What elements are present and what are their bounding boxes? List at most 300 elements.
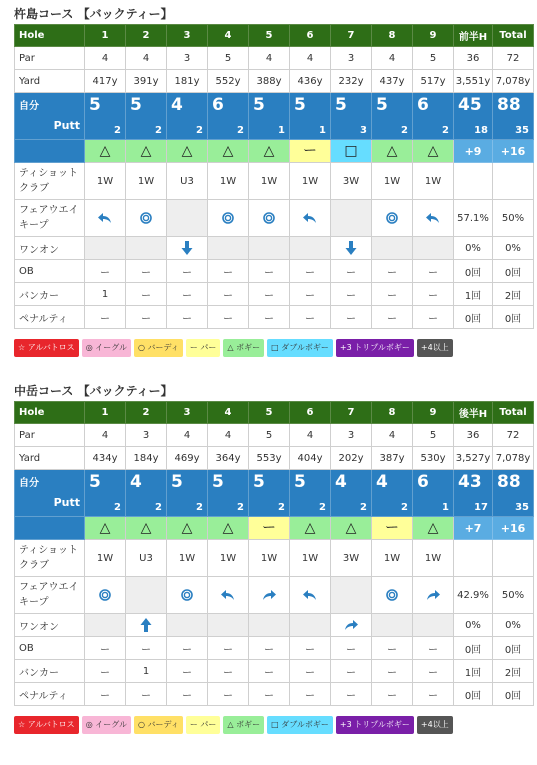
yard-cell: 552y — [208, 70, 249, 93]
score-cell — [290, 93, 331, 140]
par-cell: 4 — [208, 424, 249, 447]
putt-count: 2 — [196, 125, 203, 136]
legend-tri: +3 トリプルボギー — [336, 716, 414, 734]
arrow-down-icon — [179, 243, 195, 254]
result-symbol: △ — [222, 520, 234, 536]
legend-alb: ☆ アルバトロス — [14, 339, 79, 357]
fairway-keep-cell — [331, 577, 372, 614]
one-on-cell — [372, 237, 413, 260]
total-header: Total — [493, 402, 534, 424]
arrow-left-icon — [220, 590, 236, 601]
stroke-count: 4 — [335, 472, 347, 492]
ob-cell: ー — [331, 637, 372, 660]
result-cell — [290, 140, 331, 163]
result-symbol: ー — [303, 143, 317, 159]
score-label: 自分 — [19, 101, 39, 112]
bunker-cell: ー — [413, 283, 454, 306]
bunker-half: 1回 — [454, 660, 493, 683]
penalty-row — [15, 683, 534, 706]
arrow-right-icon — [343, 620, 359, 631]
score-cell — [208, 93, 249, 140]
one-on-total: 0% — [493, 614, 534, 637]
penalty-cell: ー — [413, 306, 454, 329]
result-cell — [208, 517, 249, 540]
bunker-total: 2回 — [493, 283, 534, 306]
penalty-label: ペナルティ — [15, 683, 85, 706]
yard-cell: 553y — [249, 447, 290, 470]
score-cell — [85, 93, 126, 140]
tee-club-total — [493, 163, 534, 200]
penalty-cell: ー — [208, 306, 249, 329]
ob-label: OB — [15, 637, 85, 660]
ob-total: 0回 — [493, 637, 534, 660]
penalty-half: 0回 — [454, 306, 493, 329]
one-on-label: ワンオン — [15, 237, 85, 260]
circle-icon — [384, 590, 400, 601]
yard-total: 7,078y — [493, 447, 534, 470]
stroke-count: 5 — [253, 95, 265, 115]
score-cell — [167, 93, 208, 140]
hole-number: 5 — [249, 25, 290, 47]
legend-egl: ◎ イーグル — [82, 716, 131, 734]
yard-cell: 436y — [290, 70, 331, 93]
result-cell — [290, 517, 331, 540]
tee-club-cell: 3W — [331, 540, 372, 577]
penalty-cell: ー — [290, 306, 331, 329]
one-on-cell — [249, 614, 290, 637]
yard-cell: 434y — [85, 447, 126, 470]
hole-number: 9 — [413, 25, 454, 47]
legend-qua: +4以上 — [417, 339, 453, 357]
score-label: 自分 — [19, 478, 39, 489]
bunker-cell: ー — [249, 283, 290, 306]
penalty-total: 0回 — [493, 306, 534, 329]
result-cell — [126, 140, 167, 163]
arrow-down-icon — [343, 243, 359, 254]
bunker-cell: ー — [85, 660, 126, 683]
fairway-keep-label: フェアウエイキープ — [15, 200, 85, 237]
par-half: 36 — [454, 47, 493, 70]
result-row — [15, 140, 534, 163]
stroke-count: 5 — [294, 472, 306, 492]
penalty-cell: ー — [85, 683, 126, 706]
score-cell — [85, 470, 126, 517]
scorecard-table — [14, 401, 534, 706]
bunker-cell: 1 — [126, 660, 167, 683]
score-cell — [331, 470, 372, 517]
fairway-keep-cell — [372, 577, 413, 614]
arrow-left-icon — [97, 213, 113, 224]
bunker-cell: ー — [249, 660, 290, 683]
yard-cell: 517y — [413, 70, 454, 93]
score-cell — [167, 470, 208, 517]
penalty-cell: ー — [126, 306, 167, 329]
par-cell: 4 — [372, 424, 413, 447]
tee-club-cell: 1W — [85, 163, 126, 200]
putt-half: 18 — [474, 125, 488, 136]
score-cell — [249, 470, 290, 517]
fairway-keep-cell — [249, 577, 290, 614]
result-symbol: △ — [140, 520, 152, 536]
yard-cell: 388y — [249, 70, 290, 93]
penalty-cell: ー — [126, 683, 167, 706]
tee-club-half — [454, 540, 493, 577]
circle-icon — [97, 590, 113, 601]
tee-club-cell: 1W — [208, 163, 249, 200]
tee-club-row — [15, 540, 534, 577]
par-label: Par — [15, 47, 85, 70]
one-on-cell — [249, 237, 290, 260]
ob-cell: ー — [126, 637, 167, 660]
tee-club-total — [493, 540, 534, 577]
result-symbol: △ — [140, 143, 152, 159]
result-row — [15, 517, 534, 540]
tee-club-cell: 1W — [85, 540, 126, 577]
hole-number: 4 — [208, 25, 249, 47]
hole-number: 7 — [331, 25, 372, 47]
result-cell — [372, 517, 413, 540]
tee-club-label: ティショットクラブ — [15, 540, 85, 577]
one-on-cell — [413, 614, 454, 637]
tee-club-cell: 1W — [290, 540, 331, 577]
yard-half: 3,527y — [454, 447, 493, 470]
putt-count: 3 — [360, 125, 367, 136]
result-symbol: △ — [427, 143, 439, 159]
hole-number: 2 — [126, 25, 167, 47]
putt-label: Putt — [53, 496, 80, 509]
penalty-cell: ー — [413, 683, 454, 706]
penalty-cell: ー — [331, 306, 372, 329]
ob-cell: ー — [413, 260, 454, 283]
tee-club-cell: 1W — [249, 163, 290, 200]
ob-cell: ー — [126, 260, 167, 283]
result-cell — [249, 140, 290, 163]
result-symbol: ー — [262, 520, 276, 536]
hole-number: 1 — [85, 402, 126, 424]
penalty-cell: ー — [208, 683, 249, 706]
one-on-cell — [372, 614, 413, 637]
yard-cell: 387y — [372, 447, 413, 470]
hole-number: 1 — [85, 25, 126, 47]
yard-cell: 417y — [85, 70, 126, 93]
result-symbol: □ — [344, 143, 358, 159]
score-total — [493, 93, 534, 140]
stroke-count: 6 — [417, 95, 429, 115]
bunker-label: バンカー — [15, 660, 85, 683]
result-symbol: △ — [222, 143, 234, 159]
one-on-cell — [126, 237, 167, 260]
score-cell — [372, 93, 413, 140]
par-cell: 5 — [413, 424, 454, 447]
legend-bir: ○ バーディ — [134, 339, 183, 357]
putt-count: 2 — [237, 502, 244, 513]
hole-number: 6 — [290, 402, 331, 424]
penalty-row — [15, 306, 534, 329]
course-title: 杵島コース 【バックティー】 — [14, 7, 173, 21]
result-cell — [372, 140, 413, 163]
par-cell: 3 — [126, 424, 167, 447]
result-symbol: △ — [263, 143, 275, 159]
score-row — [15, 93, 534, 140]
bunker-cell: ー — [290, 660, 331, 683]
result-symbol: △ — [99, 143, 111, 159]
par-cell: 4 — [126, 47, 167, 70]
yard-label: Yard — [15, 70, 85, 93]
arrow-left-icon — [425, 213, 441, 224]
result-cell — [167, 517, 208, 540]
hole-number: 6 — [290, 25, 331, 47]
ob-cell: ー — [331, 260, 372, 283]
fairway-keep-row — [15, 577, 534, 614]
ob-cell: ー — [167, 637, 208, 660]
ob-total: 0回 — [493, 260, 534, 283]
one-on-cell — [167, 237, 208, 260]
putt-count: 2 — [401, 125, 408, 136]
bunker-cell: 1 — [85, 283, 126, 306]
arrow-right-icon — [425, 590, 441, 601]
legend-dbl: □ ダブルボギー — [267, 339, 333, 357]
hole-number: 9 — [413, 402, 454, 424]
par-total: 72 — [493, 47, 534, 70]
par-cell: 4 — [372, 47, 413, 70]
legend-egl: ◎ イーグル — [82, 339, 131, 357]
fairway-keep-cell — [85, 577, 126, 614]
ob-label: OB — [15, 260, 85, 283]
fairway-keep-total: 50% — [493, 577, 534, 614]
tee-club-cell: 1W — [167, 540, 208, 577]
tee-club-cell: 1W — [413, 540, 454, 577]
par-cell: 4 — [85, 47, 126, 70]
tee-club-cell: U3 — [167, 163, 208, 200]
result-cell — [85, 140, 126, 163]
stroke-half: 43 — [458, 472, 482, 492]
result-symbol: △ — [181, 520, 193, 536]
yard-cell: 404y — [290, 447, 331, 470]
ob-cell: ー — [208, 260, 249, 283]
fairway-keep-cell — [126, 200, 167, 237]
tee-club-label: ティショットクラブ — [15, 163, 85, 200]
hole-number: 3 — [167, 402, 208, 424]
result-symbol: ー — [385, 520, 399, 536]
result-symbol: △ — [99, 520, 111, 536]
tee-club-cell: 1W — [290, 163, 331, 200]
circle-icon — [261, 213, 277, 224]
result-symbol: △ — [427, 520, 439, 536]
bunker-label: バンカー — [15, 283, 85, 306]
par-cell: 3 — [331, 424, 372, 447]
fairway-keep-cell — [331, 200, 372, 237]
result-total: +16 — [493, 517, 534, 540]
legend-qua: +4以上 — [417, 716, 453, 734]
legend — [14, 339, 533, 357]
fairway-keep-cell — [413, 200, 454, 237]
ob-half: 0回 — [454, 637, 493, 660]
putt-count: 2 — [196, 502, 203, 513]
legend-bog: △ ボギー — [223, 716, 264, 734]
tee-club-half — [454, 163, 493, 200]
one-on-half: 0% — [454, 237, 493, 260]
stroke-count: 6 — [212, 95, 224, 115]
hole-number: 3 — [167, 25, 208, 47]
legend-par: ー パー — [186, 716, 221, 734]
score-cell — [208, 470, 249, 517]
tee-club-row — [15, 163, 534, 200]
bunker-cell: ー — [208, 283, 249, 306]
legend-dbl: □ ダブルボギー — [267, 716, 333, 734]
putt-count: 1 — [442, 502, 449, 513]
penalty-label: ペナルティ — [15, 306, 85, 329]
hole-number: 5 — [249, 402, 290, 424]
tee-club-cell: 1W — [372, 540, 413, 577]
hole-number: 8 — [372, 25, 413, 47]
ob-cell: ー — [290, 637, 331, 660]
result-cell — [249, 517, 290, 540]
tee-club-cell: U3 — [126, 540, 167, 577]
stroke-count: 5 — [212, 472, 224, 492]
legend-bir: ○ バーディ — [134, 716, 183, 734]
course-title: 中岳コース 【バックティー】 — [14, 384, 173, 398]
one-on-cell — [85, 614, 126, 637]
stroke-count: 4 — [130, 472, 142, 492]
penalty-cell: ー — [249, 306, 290, 329]
bunker-row — [15, 660, 534, 683]
putt-count: 2 — [360, 502, 367, 513]
putt-count: 1 — [319, 125, 326, 136]
putt-count: 2 — [155, 502, 162, 513]
hole-number: 2 — [126, 402, 167, 424]
score-total — [493, 470, 534, 517]
bunker-cell: ー — [126, 283, 167, 306]
legend — [14, 716, 533, 734]
legend-par: ー パー — [186, 339, 221, 357]
one-on-cell — [331, 237, 372, 260]
putt-count: 1 — [278, 125, 285, 136]
half-header: 前半H — [454, 25, 493, 47]
putt-count: 2 — [401, 502, 408, 513]
result-cell — [413, 517, 454, 540]
fairway-keep-cell — [290, 200, 331, 237]
par-row — [15, 424, 534, 447]
stroke-count: 6 — [417, 472, 429, 492]
putt-count: 2 — [278, 502, 285, 513]
ob-cell: ー — [249, 260, 290, 283]
score-label-cell — [15, 470, 85, 517]
putt-total: 35 — [515, 125, 529, 136]
par-cell: 5 — [208, 47, 249, 70]
bunker-cell: ー — [290, 283, 331, 306]
one-on-cell — [85, 237, 126, 260]
fairway-keep-cell — [85, 200, 126, 237]
stroke-count: 5 — [253, 472, 265, 492]
stroke-total: 88 — [497, 472, 521, 492]
penalty-cell: ー — [372, 683, 413, 706]
result-symbol: △ — [181, 143, 193, 159]
bunker-cell: ー — [208, 660, 249, 683]
putt-count: 2 — [319, 502, 326, 513]
penalty-half: 0回 — [454, 683, 493, 706]
par-cell: 5 — [249, 424, 290, 447]
putt-count: 2 — [442, 125, 449, 136]
result-label — [15, 517, 85, 540]
result-cell — [413, 140, 454, 163]
ob-cell: ー — [290, 260, 331, 283]
bunker-total: 2回 — [493, 660, 534, 683]
score-cell — [126, 93, 167, 140]
total-header: Total — [493, 25, 534, 47]
fairway-keep-cell — [126, 577, 167, 614]
yard-cell: 530y — [413, 447, 454, 470]
result-symbol: △ — [345, 520, 357, 536]
ob-cell: ー — [249, 637, 290, 660]
header-row — [15, 402, 534, 424]
yard-cell: 232y — [331, 70, 372, 93]
course-section — [14, 381, 533, 734]
one-on-cell — [331, 614, 372, 637]
yard-cell: 437y — [372, 70, 413, 93]
ob-half: 0回 — [454, 260, 493, 283]
putt-count: 2 — [114, 502, 121, 513]
bunker-cell: ー — [331, 660, 372, 683]
par-cell: 4 — [290, 47, 331, 70]
tee-club-cell: 1W — [126, 163, 167, 200]
yard-cell: 469y — [167, 447, 208, 470]
par-row — [15, 47, 534, 70]
ob-cell: ー — [85, 260, 126, 283]
score-row — [15, 470, 534, 517]
arrow-up-icon — [138, 620, 154, 631]
tee-club-cell: 3W — [331, 163, 372, 200]
score-cell — [249, 93, 290, 140]
fairway-keep-cell — [249, 200, 290, 237]
result-cell — [331, 140, 372, 163]
yard-cell: 181y — [167, 70, 208, 93]
bunker-cell: ー — [372, 283, 413, 306]
course-section — [14, 4, 533, 357]
par-cell: 4 — [85, 424, 126, 447]
hole-number: 4 — [208, 402, 249, 424]
fairway-keep-half: 57.1% — [454, 200, 493, 237]
one-on-cell — [208, 614, 249, 637]
fairway-keep-cell — [167, 577, 208, 614]
score-label-cell — [15, 93, 85, 140]
legend-alb: ☆ アルバトロス — [14, 716, 79, 734]
yard-total: 7,078y — [493, 70, 534, 93]
fairway-keep-cell — [208, 577, 249, 614]
penalty-cell: ー — [372, 306, 413, 329]
yard-row — [15, 447, 534, 470]
yard-cell: 202y — [331, 447, 372, 470]
score-cell — [413, 470, 454, 517]
bunker-half: 1回 — [454, 283, 493, 306]
hole-number: 8 — [372, 402, 413, 424]
bunker-cell: ー — [372, 660, 413, 683]
result-symbol: △ — [304, 520, 316, 536]
yard-cell: 391y — [126, 70, 167, 93]
yard-cell: 364y — [208, 447, 249, 470]
circle-icon — [384, 213, 400, 224]
stroke-count: 5 — [89, 95, 101, 115]
result-half: +7 — [454, 517, 493, 540]
ob-cell: ー — [85, 637, 126, 660]
putt-half: 17 — [474, 502, 488, 513]
yard-row — [15, 70, 534, 93]
half-header: 後半H — [454, 402, 493, 424]
penalty-total: 0回 — [493, 683, 534, 706]
stroke-count: 4 — [376, 472, 388, 492]
stroke-count: 5 — [130, 95, 142, 115]
par-cell: 3 — [331, 47, 372, 70]
circle-icon — [220, 213, 236, 224]
